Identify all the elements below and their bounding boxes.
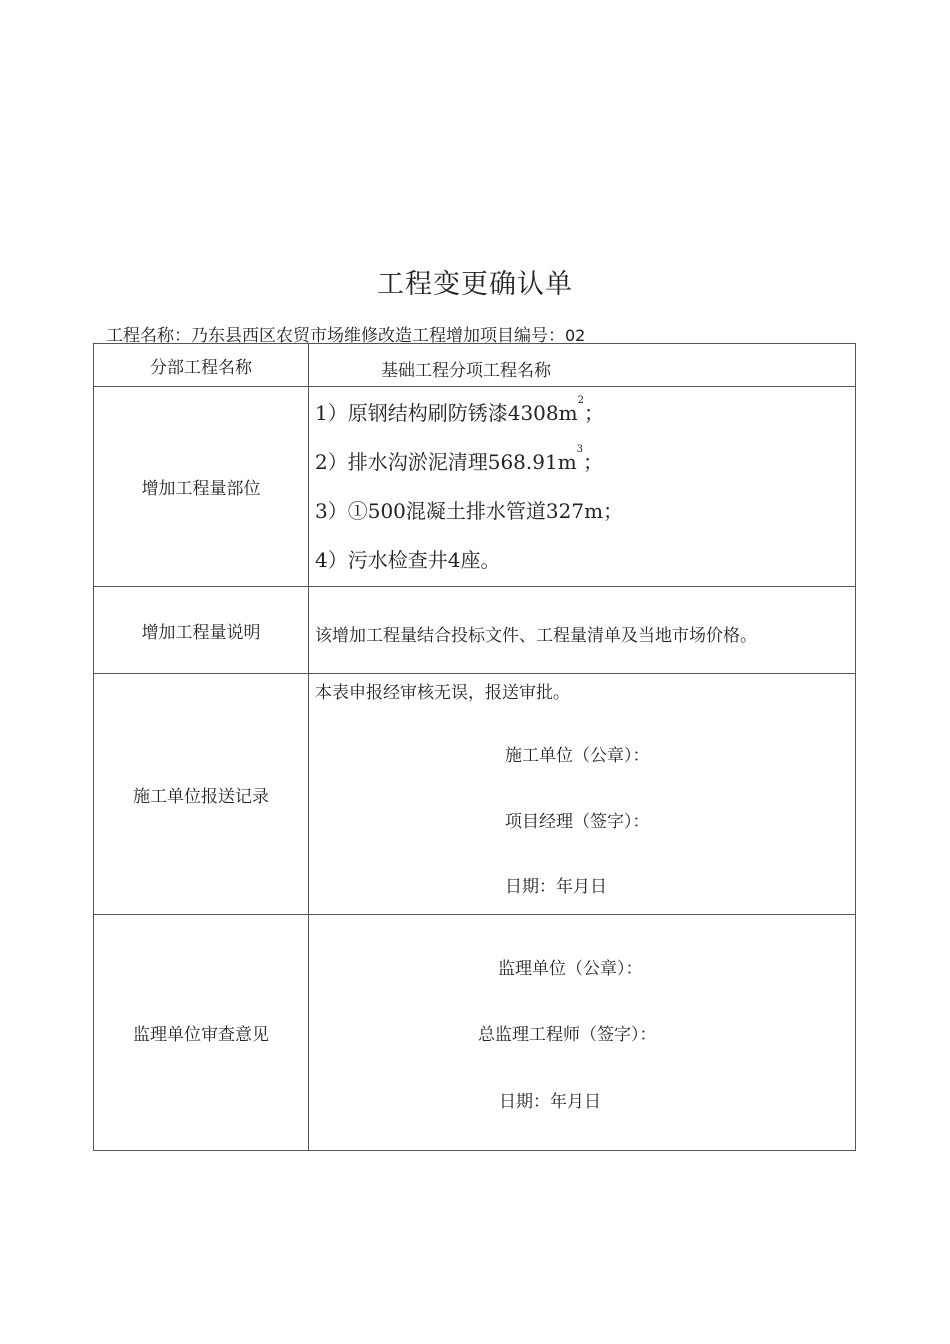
table-header-row (94, 344, 855, 387)
list-item: 4）污水检查井4座。 (315, 548, 501, 572)
header-right: 基础工程分项工程名称 (381, 361, 551, 381)
list-item: 2）排水沟淤泥清理$568.91m^3$； (315, 444, 604, 474)
increase-note-text: 该增加工程量结合投标文件、工程量清单及当地市场价格。 (315, 626, 757, 646)
increase-note-cell (309, 587, 855, 673)
contractor-date: 日期：年月日 (505, 877, 607, 897)
list-item: 1）原钢结构刷防锈漆$4308m^2$； (315, 395, 604, 425)
header-right-cell (309, 344, 855, 386)
increase-location-label: 增加工程量部位 (94, 387, 309, 586)
supervisor-label: 监理单位审查意见 (94, 915, 309, 1150)
contractor-cell (309, 674, 855, 914)
chief-engineer-signature: 总监理工程师（签字）： (478, 1025, 657, 1045)
increase-location-row (94, 387, 855, 587)
change-confirmation-table (93, 343, 856, 1151)
list-item: 3）①500混凝土排水管道327m； (315, 499, 624, 523)
contractor-row (94, 674, 855, 915)
supervisor-date: 日期：年月日 (499, 1092, 601, 1112)
increase-note-row (94, 587, 855, 674)
project-manager-signature: 项目经理（签字）： (505, 812, 650, 832)
page-title: 工程变更确认单 (377, 269, 573, 300)
contractor-label: 施工单位报送记录 (94, 674, 309, 914)
supervisor-unit-seal: 监理单位（公章）： (498, 959, 643, 979)
increase-note-label: 增加工程量说明 (94, 587, 309, 673)
supervisor-row (94, 915, 855, 1150)
contractor-unit-seal: 施工单位（公章）： (505, 746, 650, 766)
header-left: 分部工程名称 (94, 344, 309, 386)
project-code: 02 (565, 326, 586, 345)
contractor-statement: 本表申报经审核无误，报送审批。 (315, 683, 570, 703)
project-name-label: 工程名称：乃东县西区农贸市场维修改造工程增加项目编号： (106, 326, 565, 346)
supervisor-cell (309, 915, 855, 1150)
increase-location-items (309, 387, 855, 586)
